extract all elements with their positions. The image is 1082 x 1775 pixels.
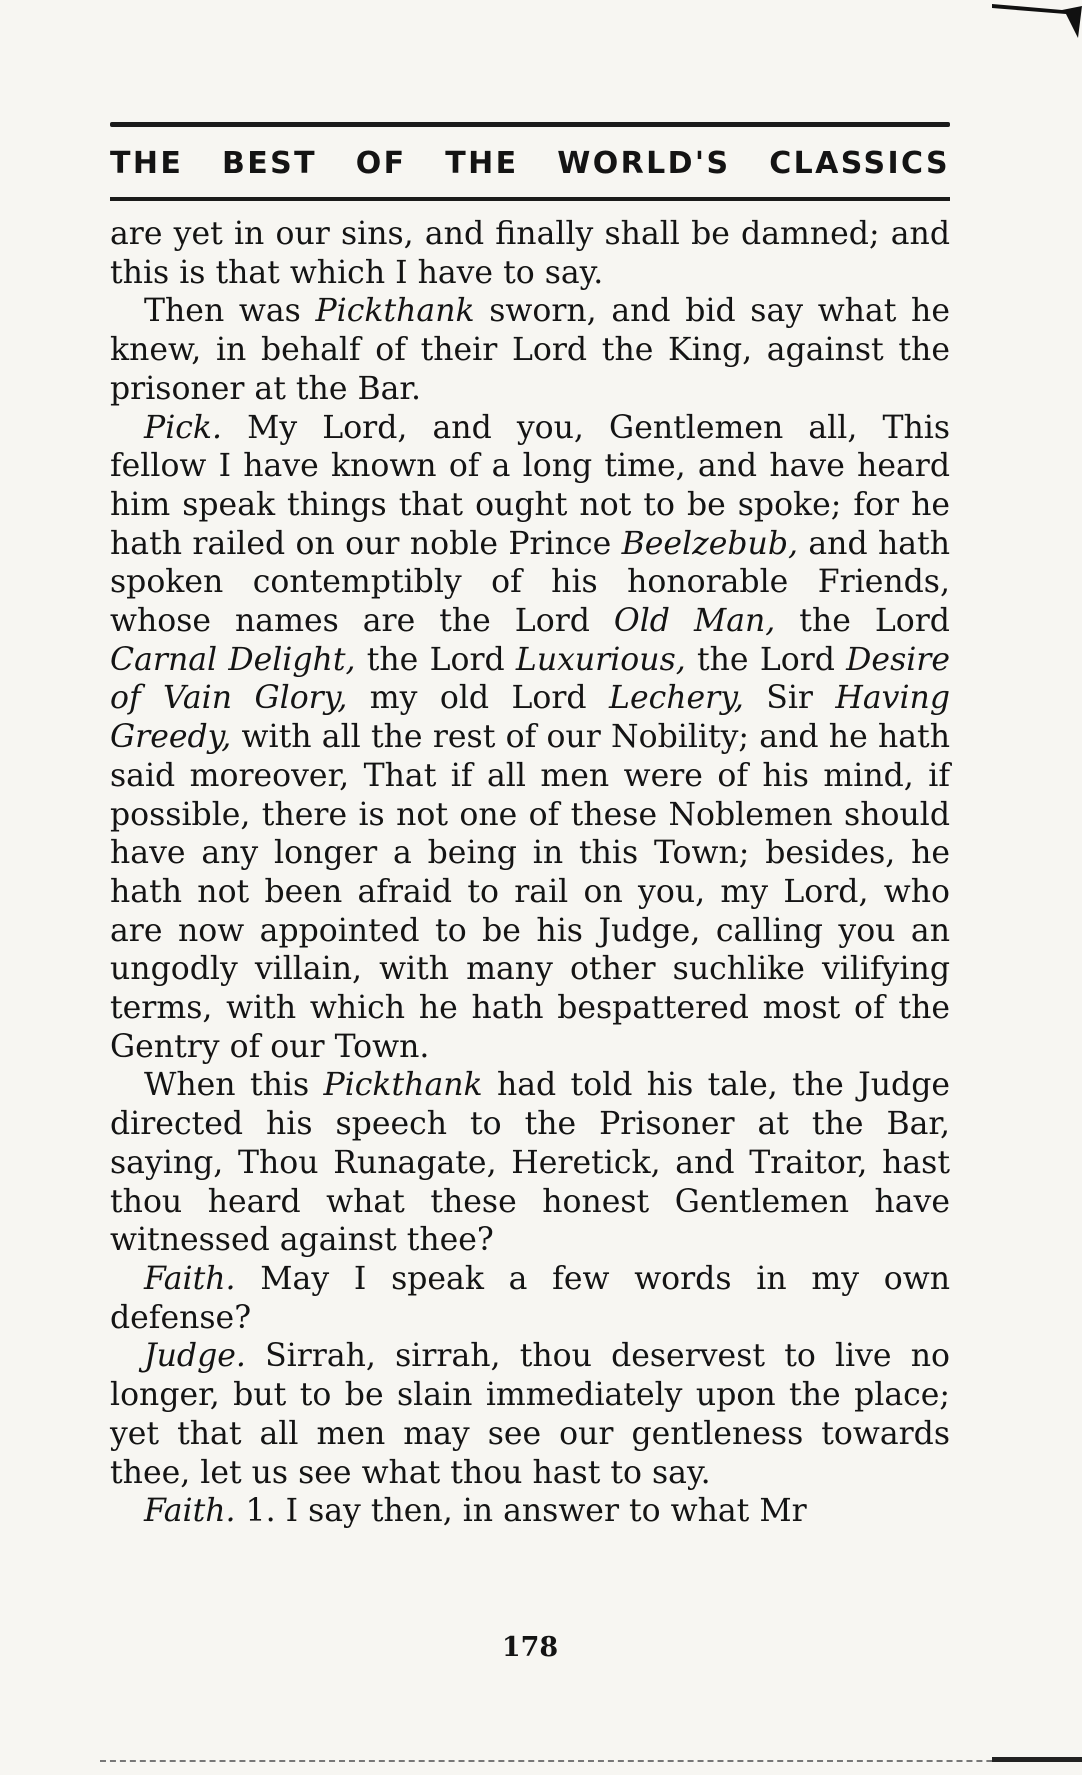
paragraph bbox=[110, 1337, 950, 1492]
paragraph bbox=[110, 1492, 950, 1531]
italic-text: Pickthank bbox=[323, 1067, 483, 1104]
paragraph bbox=[110, 1260, 950, 1337]
body-text bbox=[110, 215, 950, 1531]
text-run: May I speak a few words in my own defense? bbox=[110, 1260, 950, 1336]
italic-text: Luxurious, bbox=[515, 641, 686, 678]
paragraph bbox=[110, 292, 950, 408]
text-run: sworn, and bid say what he knew, in behalf of their Lord the King, against the prisoner at the Bar. bbox=[110, 293, 950, 407]
italic-text: Faith. bbox=[144, 1493, 236, 1530]
scan-bottom-edge bbox=[100, 1760, 1082, 1764]
italic-text: Beelzebub, bbox=[621, 525, 798, 562]
text-run: with all the rest of our Nobility; and he hath said moreover, That if all men were of his mind, if possible, there is not one of these Noblemen should have any longer a being in this Town; besides, he hath not been afraid to rail on you, my Lord, who are now appointed to be his Judge, calling you an ungodly villain, with many other suchlike vilifying terms, with which he hath bespattered most of the Gentry of our Town. bbox=[110, 719, 950, 1065]
header-rule-top bbox=[110, 122, 950, 127]
text-run: Sir bbox=[743, 680, 836, 717]
running-head: THE BEST OF THE WORLD'S CLASSICS bbox=[110, 146, 950, 181]
text-run: 1. I say then, in answer to what Mr bbox=[235, 1493, 807, 1530]
italic-text: Pick. bbox=[144, 409, 223, 446]
text-run: and hath spoken contemptibly of his honorable Friends, whose names are the Lord bbox=[110, 525, 950, 640]
text-run: had told his tale, the Judge directed his speech to the Prisoner at the Bar, saying, Thou Runagate, Heretick, and Traitor, hast thou heard what these honest Gentlemen have witnessed against thee? bbox=[110, 1067, 950, 1259]
text-run: When this bbox=[144, 1067, 324, 1104]
text-run: the Lord bbox=[775, 603, 950, 640]
paragraph bbox=[110, 409, 950, 1067]
text-run: the Lord bbox=[355, 641, 516, 678]
italic-text: Desire of Vain Glory, bbox=[110, 641, 951, 717]
italic-text: Old Man, bbox=[613, 603, 776, 640]
scan-corner-mark bbox=[992, 0, 1082, 40]
italic-text: Having Greedy, bbox=[110, 680, 950, 756]
italic-text: Carnal Delight, bbox=[110, 641, 356, 678]
italic-text: Pickthank bbox=[315, 293, 475, 330]
italic-text: Judge. bbox=[144, 1338, 246, 1375]
paragraph bbox=[110, 1066, 950, 1260]
text-run: My Lord, and you, Gentlemen all, This fellow I have known of a long time, and have heard him speak things that ought not to be spoke; for he hath railed on our noble Prince bbox=[110, 409, 950, 562]
text-run: Then was bbox=[144, 293, 316, 330]
italic-text: Lechery, bbox=[609, 680, 744, 717]
paragraph bbox=[110, 215, 950, 292]
scan-bottom-edge-solid bbox=[992, 1757, 1082, 1762]
text-run: are yet in our sins, and finally shall be damned; and this is that which I have to say. bbox=[110, 216, 950, 291]
italic-text: Faith. bbox=[144, 1260, 236, 1297]
page bbox=[110, 122, 950, 1531]
page-number: 178 bbox=[501, 1632, 559, 1663]
text-run: my old Lord bbox=[347, 680, 610, 717]
header-rule-bottom bbox=[110, 197, 950, 201]
text-run: the Lord bbox=[685, 641, 847, 678]
text-run: Sirrah, sirrah, thou deservest to live no longer, but to be slain immediately upon the place; yet that all men may see our gentleness towards thee, let us see what thou hast to say. bbox=[110, 1338, 950, 1491]
